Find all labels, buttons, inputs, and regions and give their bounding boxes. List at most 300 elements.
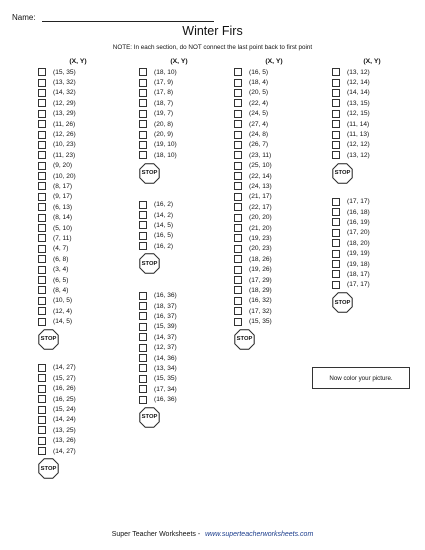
point-checkbox[interactable] xyxy=(38,416,46,424)
point-row xyxy=(332,259,412,269)
point-checkbox[interactable] xyxy=(38,426,46,434)
stop-sign-icon xyxy=(139,163,160,184)
point-checkbox[interactable] xyxy=(139,79,147,87)
point-checkbox[interactable] xyxy=(38,224,46,232)
name-label: Name: xyxy=(12,13,36,22)
point-checkbox[interactable] xyxy=(38,447,46,455)
point-coordinate: (17, 17) xyxy=(347,198,370,206)
column-header: (X, Y) xyxy=(69,58,87,65)
point-checkbox[interactable] xyxy=(139,242,147,250)
point-row xyxy=(234,296,314,306)
stop-sign-wrap xyxy=(139,251,219,276)
point-checkbox[interactable] xyxy=(38,214,46,222)
point-row xyxy=(234,316,314,326)
point-coordinate: (19, 10) xyxy=(154,141,177,149)
point-checkbox[interactable] xyxy=(38,276,46,284)
point-coordinate: (11, 13) xyxy=(347,131,370,139)
point-row xyxy=(332,88,412,98)
column-header: (X, Y) xyxy=(265,58,283,65)
point-row xyxy=(234,171,314,181)
point-row xyxy=(234,88,314,98)
stop-sign-wrap xyxy=(139,161,219,186)
stop-label: STOP xyxy=(40,465,57,472)
point-checkbox[interactable] xyxy=(234,110,242,118)
point-coordinate: (24, 8) xyxy=(249,131,269,139)
point-row xyxy=(38,446,118,456)
point-row xyxy=(234,192,314,202)
point-checkbox[interactable] xyxy=(332,250,340,258)
point-checkbox[interactable] xyxy=(234,79,242,87)
point-row xyxy=(38,223,118,233)
point-coordinate: (18, 37) xyxy=(154,302,177,310)
point-row xyxy=(332,248,412,258)
point-row xyxy=(332,140,412,150)
point-checkbox[interactable] xyxy=(139,292,147,300)
point-row xyxy=(139,241,219,251)
point-coordinate: (14, 36) xyxy=(154,354,177,362)
point-row xyxy=(332,217,412,227)
point-checkbox[interactable] xyxy=(38,110,46,118)
point-checkbox[interactable] xyxy=(234,255,242,263)
point-checkbox[interactable] xyxy=(139,151,147,159)
point-section xyxy=(332,67,412,161)
point-checkbox[interactable] xyxy=(139,312,147,320)
point-coordinate: (16, 5) xyxy=(154,232,174,240)
point-row xyxy=(139,109,219,119)
point-row xyxy=(139,342,219,352)
point-row xyxy=(38,150,118,160)
point-checkbox[interactable] xyxy=(234,182,242,190)
point-row xyxy=(139,200,219,210)
point-coordinate: (18, 4) xyxy=(249,79,269,87)
point-checkbox[interactable] xyxy=(139,344,147,352)
point-row xyxy=(234,181,314,191)
point-checkbox[interactable] xyxy=(139,375,147,383)
point-checkbox[interactable] xyxy=(139,396,147,404)
point-checkbox[interactable] xyxy=(38,286,46,294)
point-checkbox[interactable] xyxy=(139,131,147,139)
point-row xyxy=(139,119,219,129)
stop-sign-icon xyxy=(332,163,353,184)
point-checkbox[interactable] xyxy=(234,172,242,180)
point-coordinate: (16, 5) xyxy=(249,68,269,76)
point-coordinate: (11, 23) xyxy=(53,151,76,159)
point-coordinate: (17, 9) xyxy=(154,79,174,87)
point-row xyxy=(38,415,118,425)
point-row xyxy=(234,285,314,295)
point-coordinate: (19, 26) xyxy=(249,266,272,274)
stop-sign-wrap xyxy=(38,327,118,352)
point-row xyxy=(38,109,118,119)
point-coordinate: (12, 37) xyxy=(154,344,177,352)
point-checkbox[interactable] xyxy=(234,131,242,139)
point-coordinate: (16, 19) xyxy=(347,218,370,226)
point-checkbox[interactable] xyxy=(234,318,242,326)
point-row xyxy=(332,269,412,279)
point-coordinate: (12, 26) xyxy=(53,131,76,139)
point-row xyxy=(234,98,314,108)
point-row xyxy=(139,363,219,373)
point-row xyxy=(234,223,314,233)
point-checkbox[interactable] xyxy=(139,221,147,229)
point-row xyxy=(139,290,219,300)
point-coordinate: (11, 14) xyxy=(347,120,370,128)
point-coordinate: (6, 5) xyxy=(53,276,69,284)
point-checkbox[interactable] xyxy=(332,208,340,216)
point-checkbox[interactable] xyxy=(332,99,340,107)
point-checkbox[interactable] xyxy=(139,364,147,372)
point-checkbox[interactable] xyxy=(234,89,242,97)
point-checkbox[interactable] xyxy=(139,385,147,393)
point-coordinate: (9, 17) xyxy=(53,193,73,201)
point-coordinate: (14, 27) xyxy=(53,447,76,455)
point-coordinate: (18, 20) xyxy=(347,239,370,247)
point-row xyxy=(332,238,412,248)
point-row xyxy=(332,109,412,119)
stop-label: STOP xyxy=(334,299,351,306)
point-coordinate: (14, 5) xyxy=(53,318,73,326)
point-checkbox[interactable] xyxy=(38,255,46,263)
point-coordinate: (20, 23) xyxy=(249,245,272,253)
point-checkbox[interactable] xyxy=(234,141,242,149)
footer-url[interactable]: www.superteacherworksheets.com xyxy=(205,531,314,538)
point-checkbox[interactable] xyxy=(234,99,242,107)
point-coordinate: (23, 11) xyxy=(249,151,272,159)
point-row xyxy=(332,98,412,108)
point-checkbox[interactable] xyxy=(332,198,340,206)
point-row xyxy=(332,197,412,207)
point-row xyxy=(38,119,118,129)
point-checkbox[interactable] xyxy=(332,260,340,268)
point-checkbox[interactable] xyxy=(38,162,46,170)
point-coordinate: (4, 7) xyxy=(53,245,69,253)
point-checkbox[interactable] xyxy=(332,141,340,149)
coordinate-column-1 xyxy=(38,56,118,481)
point-row xyxy=(38,181,118,191)
point-checkbox[interactable] xyxy=(38,99,46,107)
point-row xyxy=(38,192,118,202)
point-checkbox[interactable] xyxy=(332,270,340,278)
point-checkbox[interactable] xyxy=(38,374,46,382)
point-coordinate: (16, 36) xyxy=(154,396,177,404)
point-row xyxy=(38,363,118,373)
point-row xyxy=(139,231,219,241)
point-row xyxy=(139,67,219,77)
point-checkbox[interactable] xyxy=(38,437,46,445)
point-coordinate: (17, 32) xyxy=(249,307,272,315)
point-coordinate: (13, 34) xyxy=(154,364,177,372)
stop-label: STOP xyxy=(141,260,158,267)
point-row xyxy=(139,88,219,98)
color-instruction-text: Now color your picture. xyxy=(329,374,393,382)
point-coordinate: (18, 10) xyxy=(154,68,177,76)
point-checkbox[interactable] xyxy=(38,245,46,253)
point-section xyxy=(38,67,118,327)
point-coordinate: (15, 35) xyxy=(154,375,177,383)
worksheet-title: Winter Firs xyxy=(182,24,243,38)
point-checkbox[interactable] xyxy=(234,224,242,232)
point-row xyxy=(332,228,412,238)
point-checkbox[interactable] xyxy=(38,318,46,326)
point-checkbox[interactable] xyxy=(234,297,242,305)
point-coordinate: (17, 29) xyxy=(249,276,272,284)
point-checkbox[interactable] xyxy=(332,120,340,128)
point-checkbox[interactable] xyxy=(332,229,340,237)
point-coordinate: (20, 8) xyxy=(154,120,174,128)
stop-label: STOP xyxy=(141,414,158,421)
point-row xyxy=(38,296,118,306)
point-checkbox[interactable] xyxy=(234,245,242,253)
point-coordinate: (20, 9) xyxy=(154,131,174,139)
point-checkbox[interactable] xyxy=(139,201,147,209)
point-coordinate: (7, 11) xyxy=(53,234,72,242)
point-checkbox[interactable] xyxy=(234,266,242,274)
point-checkbox[interactable] xyxy=(234,214,242,222)
point-checkbox[interactable] xyxy=(139,110,147,118)
point-coordinate: (20, 5) xyxy=(249,89,269,97)
point-coordinate: (16, 32) xyxy=(249,297,272,305)
point-checkbox[interactable] xyxy=(332,68,340,76)
point-coordinate: (18, 10) xyxy=(154,151,177,159)
point-row xyxy=(139,150,219,160)
point-coordinate: (25, 10) xyxy=(249,162,272,170)
point-checkbox[interactable] xyxy=(38,234,46,242)
point-coordinate: (13, 15) xyxy=(347,99,370,107)
stop-sign-icon xyxy=(234,329,255,350)
point-row xyxy=(38,233,118,243)
point-coordinate: (21, 20) xyxy=(249,224,272,232)
point-row xyxy=(234,275,314,285)
stop-sign-wrap xyxy=(332,161,412,186)
point-checkbox[interactable] xyxy=(38,385,46,393)
footer-brand: Super Teacher Worksheets - xyxy=(111,531,203,538)
coordinate-column-4 xyxy=(332,56,412,315)
point-checkbox[interactable] xyxy=(234,68,242,76)
point-coordinate: (22, 4) xyxy=(249,99,269,107)
point-checkbox[interactable] xyxy=(38,307,46,315)
point-coordinate: (15, 39) xyxy=(154,323,177,331)
point-row xyxy=(38,285,118,295)
point-checkbox[interactable] xyxy=(38,193,46,201)
point-checkbox[interactable] xyxy=(139,211,147,219)
point-row xyxy=(139,311,219,321)
point-coordinate: (14, 5) xyxy=(154,221,174,229)
point-checkbox[interactable] xyxy=(139,323,147,331)
point-coordinate: (16, 25) xyxy=(53,395,76,403)
point-checkbox[interactable] xyxy=(234,286,242,294)
point-checkbox[interactable] xyxy=(139,141,147,149)
point-coordinate: (16, 26) xyxy=(53,385,76,393)
point-row xyxy=(38,244,118,254)
point-coordinate: (19, 19) xyxy=(347,250,370,258)
point-checkbox[interactable] xyxy=(38,203,46,211)
point-checkbox[interactable] xyxy=(139,232,147,240)
point-checkbox[interactable] xyxy=(38,182,46,190)
point-coordinate: (6, 8) xyxy=(53,255,69,263)
column-header: (X, Y) xyxy=(170,58,188,65)
stop-sign-icon xyxy=(38,458,59,479)
point-row xyxy=(38,316,118,326)
point-row xyxy=(38,264,118,274)
stop-label: STOP xyxy=(334,170,351,177)
point-coordinate: (14, 37) xyxy=(154,333,177,341)
point-row xyxy=(332,77,412,87)
point-coordinate: (13, 32) xyxy=(53,79,76,87)
point-coordinate: (24, 5) xyxy=(249,110,269,118)
point-row xyxy=(38,436,118,446)
point-coordinate: (8, 17) xyxy=(53,182,73,190)
point-checkbox[interactable] xyxy=(234,120,242,128)
stop-sign-icon xyxy=(332,292,353,313)
point-checkbox[interactable] xyxy=(38,266,46,274)
point-checkbox[interactable] xyxy=(38,79,46,87)
point-checkbox[interactable] xyxy=(38,131,46,139)
point-row xyxy=(332,150,412,160)
stop-sign-wrap xyxy=(234,327,314,352)
point-row xyxy=(234,109,314,119)
point-checkbox[interactable] xyxy=(234,193,242,201)
point-checkbox[interactable] xyxy=(38,68,46,76)
point-row xyxy=(38,88,118,98)
point-row xyxy=(38,98,118,108)
point-checkbox[interactable] xyxy=(332,239,340,247)
point-checkbox[interactable] xyxy=(38,172,46,180)
point-row xyxy=(38,212,118,222)
point-row xyxy=(38,171,118,181)
point-coordinate: (15, 35) xyxy=(249,318,272,326)
point-coordinate: (16, 18) xyxy=(347,208,370,216)
point-coordinate: (12, 14) xyxy=(347,79,370,87)
point-checkbox[interactable] xyxy=(38,89,46,97)
point-checkbox[interactable] xyxy=(332,79,340,87)
point-coordinate: (9, 20) xyxy=(53,162,73,170)
worksheet-note: NOTE: In each section, do NOT connect the last point back to first point xyxy=(112,44,313,51)
point-checkbox[interactable] xyxy=(139,68,147,76)
point-checkbox[interactable] xyxy=(139,333,147,341)
point-row xyxy=(332,280,412,290)
point-row xyxy=(139,140,219,150)
point-row xyxy=(38,202,118,212)
point-coordinate: (12, 15) xyxy=(347,110,370,118)
point-section xyxy=(139,290,219,404)
point-coordinate: (15, 35) xyxy=(53,68,76,76)
point-checkbox[interactable] xyxy=(38,151,46,159)
point-row xyxy=(38,140,118,150)
point-coordinate: (18, 17) xyxy=(347,270,370,278)
point-coordinate: (14, 14) xyxy=(347,89,370,97)
point-row xyxy=(139,322,219,332)
point-row xyxy=(38,404,118,414)
point-checkbox[interactable] xyxy=(38,297,46,305)
point-row xyxy=(139,77,219,87)
coordinate-column-2 xyxy=(139,56,219,430)
point-row xyxy=(38,306,118,316)
point-row xyxy=(332,67,412,77)
point-checkbox[interactable] xyxy=(38,141,46,149)
point-checkbox[interactable] xyxy=(234,234,242,242)
point-checkbox[interactable] xyxy=(234,307,242,315)
point-section xyxy=(139,67,219,161)
point-row xyxy=(139,374,219,384)
point-coordinate: (26, 7) xyxy=(249,141,269,149)
stop-label: STOP xyxy=(141,170,158,177)
color-instruction-box xyxy=(312,367,410,389)
point-coordinate: (27, 4) xyxy=(249,120,269,128)
point-coordinate: (18, 26) xyxy=(249,255,272,263)
point-row xyxy=(234,202,314,212)
point-row xyxy=(234,212,314,222)
point-checkbox[interactable] xyxy=(234,203,242,211)
point-checkbox[interactable] xyxy=(139,120,147,128)
point-checkbox[interactable] xyxy=(234,151,242,159)
point-checkbox[interactable] xyxy=(139,354,147,362)
point-coordinate: (12, 12) xyxy=(347,141,370,149)
point-row xyxy=(38,129,118,139)
point-row xyxy=(234,264,314,274)
point-checkbox[interactable] xyxy=(332,131,340,139)
point-section xyxy=(332,197,412,291)
point-coordinate: (13, 12) xyxy=(347,151,370,159)
point-coordinate: (18, 29) xyxy=(249,286,272,294)
point-row xyxy=(139,394,219,404)
point-coordinate: (16, 2) xyxy=(154,242,174,250)
coordinate-column-3 xyxy=(234,56,314,352)
point-row xyxy=(38,161,118,171)
point-checkbox[interactable] xyxy=(38,364,46,372)
point-coordinate: (16, 2) xyxy=(154,201,174,209)
point-coordinate: (17, 8) xyxy=(154,89,174,97)
point-coordinate: (13, 26) xyxy=(53,437,76,445)
point-row xyxy=(234,306,314,316)
point-checkbox[interactable] xyxy=(38,120,46,128)
point-row xyxy=(332,119,412,129)
point-coordinate: (14, 27) xyxy=(53,364,76,372)
point-checkbox[interactable] xyxy=(332,110,340,118)
point-row xyxy=(38,77,118,87)
point-row xyxy=(38,394,118,404)
stop-sign-wrap xyxy=(38,456,118,481)
point-coordinate: (18, 7) xyxy=(154,99,174,107)
point-row xyxy=(234,129,314,139)
point-checkbox[interactable] xyxy=(332,218,340,226)
point-checkbox[interactable] xyxy=(139,99,147,107)
point-coordinate: (8, 14) xyxy=(53,214,73,222)
point-checkbox[interactable] xyxy=(38,395,46,403)
point-coordinate: (14, 24) xyxy=(53,416,76,424)
point-row xyxy=(234,233,314,243)
point-checkbox[interactable] xyxy=(332,281,340,289)
point-row xyxy=(234,77,314,87)
point-checkbox[interactable] xyxy=(234,162,242,170)
stop-sign-wrap xyxy=(139,405,219,430)
point-coordinate: (12, 29) xyxy=(53,99,76,107)
point-checkbox[interactable] xyxy=(38,406,46,414)
stop-sign-wrap xyxy=(332,290,412,315)
point-coordinate: (11, 26) xyxy=(53,120,76,128)
point-checkbox[interactable] xyxy=(234,276,242,284)
point-row xyxy=(234,119,314,129)
stop-label: STOP xyxy=(236,336,253,343)
point-checkbox[interactable] xyxy=(139,302,147,310)
point-checkbox[interactable] xyxy=(332,151,340,159)
point-row xyxy=(139,129,219,139)
point-coordinate: (22, 17) xyxy=(249,203,272,211)
point-coordinate: (20, 20) xyxy=(249,214,272,222)
stop-sign-icon xyxy=(139,407,160,428)
point-row xyxy=(234,67,314,77)
point-checkbox[interactable] xyxy=(332,89,340,97)
point-checkbox[interactable] xyxy=(139,89,147,97)
